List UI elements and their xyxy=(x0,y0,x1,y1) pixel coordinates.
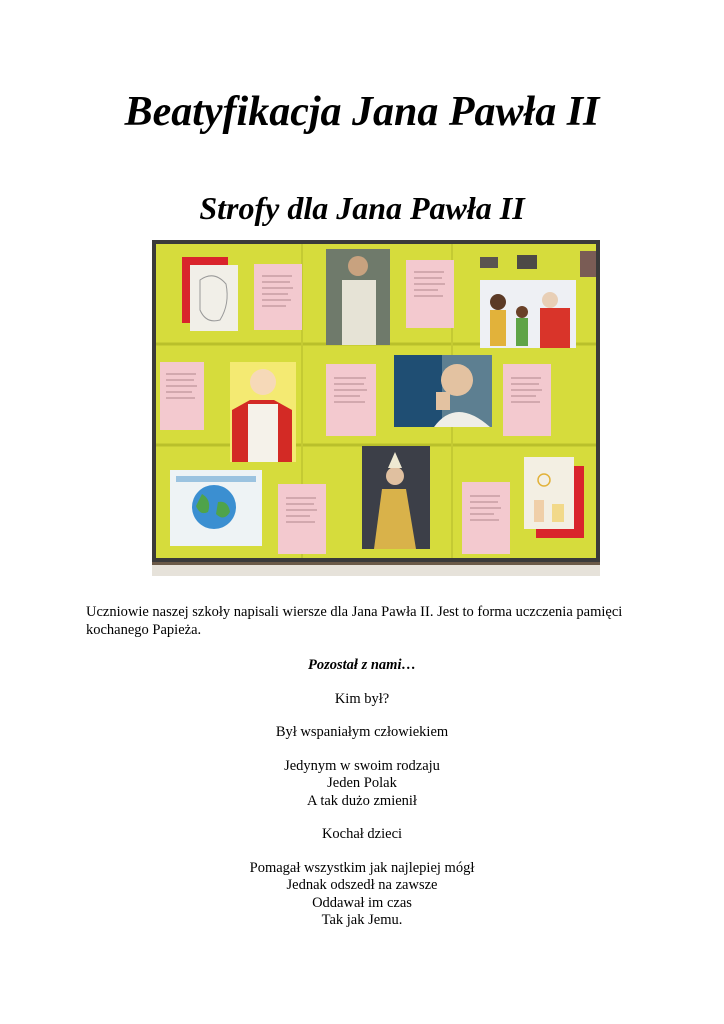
page-subtitle: Strofy dla Jana Pawła II xyxy=(199,190,525,226)
poem-stanza xyxy=(0,860,724,930)
child-drawing xyxy=(524,457,574,529)
poem-line: Jedynym w swoim rodzaju xyxy=(284,757,440,774)
poem-line: A tak dużo zmienił xyxy=(307,792,417,809)
small-photo xyxy=(580,251,596,277)
poem-card xyxy=(160,362,204,430)
poem-line: Tak jak Jemu. xyxy=(321,912,403,928)
poem-card xyxy=(406,260,454,328)
poem-line: Kim był? xyxy=(334,690,390,707)
poem-line: Oddawał im czas xyxy=(312,894,412,911)
poem-line: Pomagał wszystkim jak najlepiej mógł xyxy=(249,859,475,876)
poem-title: Pozostał z nami… xyxy=(308,657,416,673)
poem-card xyxy=(254,264,302,330)
small-photo xyxy=(480,257,498,268)
poem-card xyxy=(326,364,376,436)
poem-card xyxy=(278,484,326,554)
poem-line: Kochał dzieci xyxy=(321,826,403,842)
poem-card xyxy=(462,482,510,554)
page-title: Beatyfikacja Jana Pawła II xyxy=(124,89,600,135)
small-photo xyxy=(517,255,537,269)
poem-stanza xyxy=(0,691,724,709)
poem-card xyxy=(503,364,551,436)
bulletin-board-photo xyxy=(152,240,600,576)
poem-stanza xyxy=(0,826,724,844)
poem-line: Jednak odszedł na zawsze xyxy=(286,877,438,893)
poem-stanza xyxy=(0,724,724,742)
poem-stanza xyxy=(0,758,724,811)
poem-line: Był wspaniałym człowiekiem xyxy=(275,724,449,740)
intro-paragraph: Uczniowie naszej szkoły napisali wiersze dla Jana Pawła II. Jest to forma uczczenia pamięci kochanego Papieża. xyxy=(86,604,623,638)
poem xyxy=(0,657,724,946)
poem-line: Jeden Polak xyxy=(327,775,397,791)
